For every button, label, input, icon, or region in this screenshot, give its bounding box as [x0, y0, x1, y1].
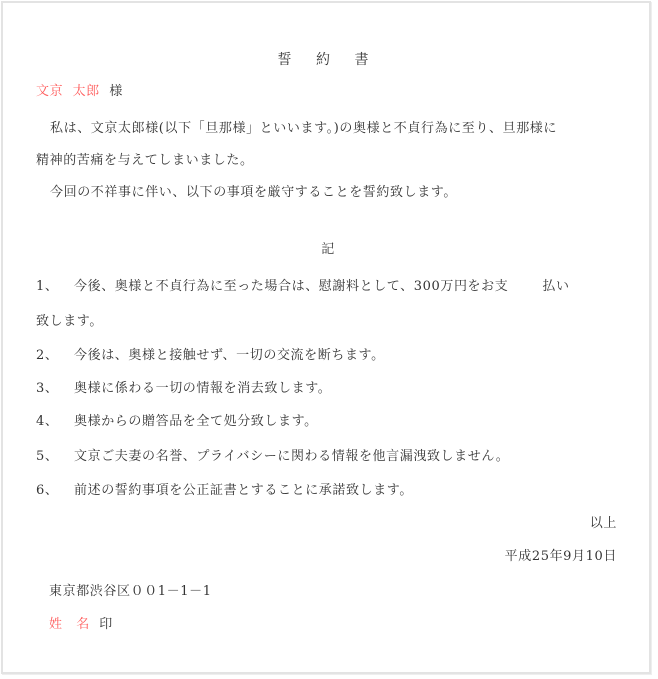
addressee [36, 83, 123, 101]
item-text: 今後は、奥様と接触せず、一切の交流を断ちます。 [74, 348, 385, 363]
document-page [1, 1, 651, 674]
item-text: 前述の誓約事項を公正証書とすることに承諾致します。 [74, 483, 413, 498]
item-2 [36, 347, 385, 365]
signer-name-row [49, 616, 113, 634]
intro-line-1: 私は、文京太郎様(以下「旦那様」といいます。)の奥様と不貞行為に至り、旦那様に [50, 121, 558, 136]
intro-line-3: 今回の不祥事に伴い、以下の事項を厳守することを誓約致します。 [50, 185, 457, 200]
item-text: 奥様に係わる一切の情報を消去致します。 [74, 381, 332, 396]
item-text: 今後、奥様と不貞行為に至った場合は、慰謝料として、300万円をお支 [74, 279, 509, 294]
addressee-given-name: 太郎 [72, 84, 100, 99]
signer-address: 東京都渋谷区００1－1－1 [49, 584, 212, 599]
document-date: 平成25年9月10日 [504, 549, 617, 564]
document-title: 誓 約 書 [277, 52, 379, 68]
item-6 [36, 482, 413, 500]
signer-name-label: 姓 名 [49, 617, 90, 632]
item-number: 2、 [36, 348, 59, 363]
seal-mark: 印 [99, 617, 113, 632]
item-number: 4、 [36, 414, 59, 429]
item-text: 奥様からの贈答品を全て処分致します。 [74, 414, 318, 429]
ki-heading: 記 [321, 242, 335, 257]
item-number: 5、 [36, 449, 59, 464]
item-3 [36, 380, 331, 398]
item-number: 1、 [36, 279, 59, 294]
item-4 [36, 413, 318, 431]
item-5 [36, 448, 509, 466]
item-number: 6、 [36, 483, 59, 498]
item-number: 3、 [36, 381, 59, 396]
addressee-honorific: 様 [109, 84, 123, 99]
intro-line-2: 精神的苦痛を与えてしまいました。 [36, 153, 254, 168]
item-1-continuation: 致します。 [36, 314, 103, 329]
addressee-family-name: 文京 [36, 84, 64, 99]
closing-ijo: 以上 [589, 516, 617, 531]
item-text-continued: 払い [542, 279, 570, 294]
item-1 [36, 278, 570, 296]
item-text: 文京ご夫妻の名誉、プライバシーに関わる情報を他言漏洩致しません。 [74, 449, 510, 464]
